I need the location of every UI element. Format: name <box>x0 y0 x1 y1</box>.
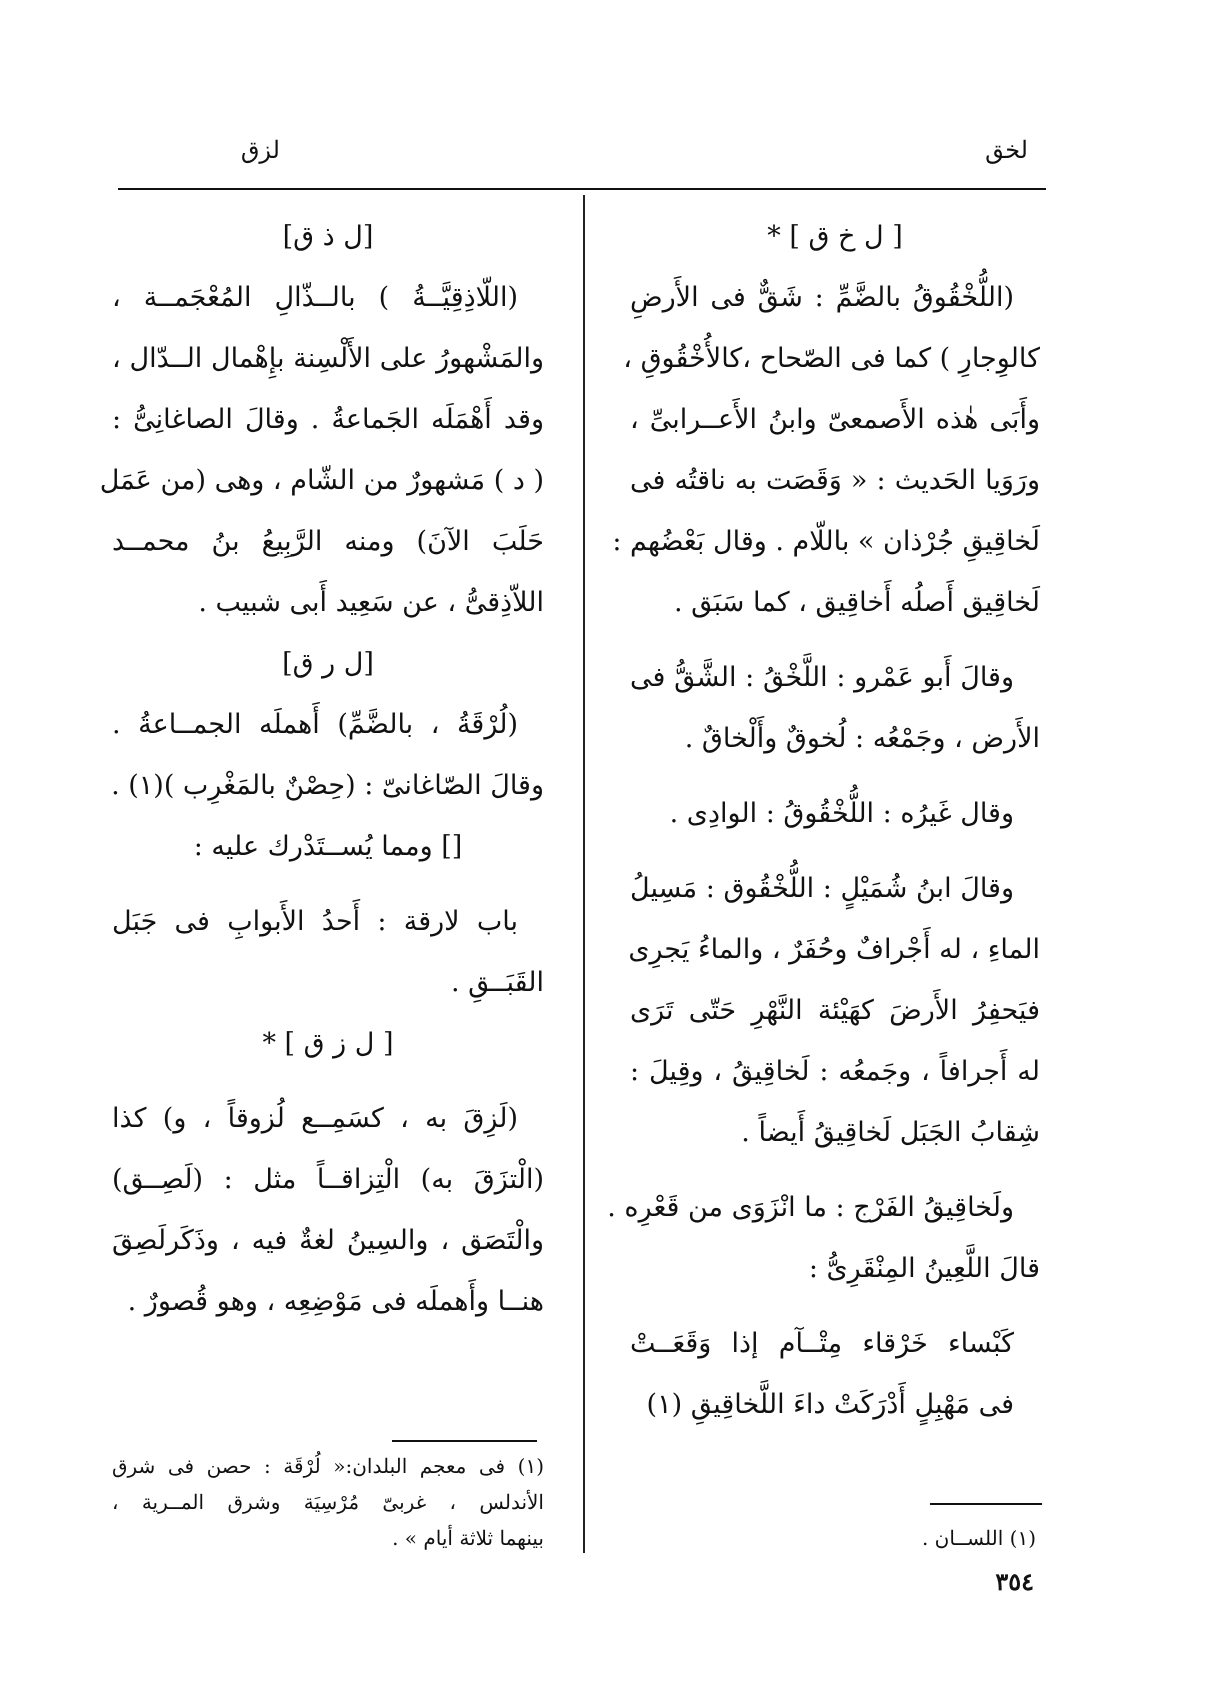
text-line: وقد أَهْمَلَه الجَماعةُ . وقالَ الصاغانِىُّ : <box>112 404 544 435</box>
text-line: [ل ذ ق] <box>282 221 374 252</box>
column-divider <box>583 195 585 1553</box>
header-rule <box>118 188 1046 190</box>
running-head-right: لخق <box>985 136 1028 164</box>
text-line: لَخاقِيق أَصلُه أَخاقِيق ، كما سَبَق . <box>673 587 1040 618</box>
text-line: وقالَ ابنُ شُمَيْلٍ : اللُّخْقُوق : مَسِيلُ <box>630 873 1014 904</box>
text-line: والْتَصَق ، والسِينُ لغةٌ فيه ، وذَكَرلَصِقَ <box>112 1225 544 1256</box>
footnotes-right <box>830 1520 1036 1556</box>
text-line: (اللُّخْقُوقُ بالضَّمِّ : شَقٌّ فى الأَرضِ <box>630 282 1014 313</box>
text-line: باب لارقة : أَحدُ الأَبوابِ فى جَبَل <box>112 906 518 937</box>
paragraph-gap <box>630 1299 1040 1313</box>
text-line: الأَرض ، وجَمْعُه : لُخوقٌ وأَلْخاقٌ . <box>684 723 1040 754</box>
text-line: (١) فى معجم البلدان:« لُرْقَة : حصن فى شرق <box>112 1454 544 1478</box>
text-line: (١) اللســان . <box>921 1526 1036 1550</box>
text-line: الأندلس ، غربىّ مُرْسِيَة وشرق المــرية ، <box>112 1490 544 1514</box>
text-line: وقالَ أَبو عَمْرو : اللَّخْقُ : الشَّقُّ فى <box>630 662 1014 693</box>
text-line: قالَ اللَّعِينُ المِنْقَرِىُّ : <box>808 1253 1040 1284</box>
text-line: وقالَ الصّاغانىّ : (حِصْنٌ بالمَغْرِب )(١) . <box>111 770 544 801</box>
text-line: (لَزِقَ به ، كسَمِــع لُزوقاً ، و) كذا <box>112 1103 518 1134</box>
text-line: فيَحفِرُ الأَرضَ كهَيْئة النَّهْرِ حَتّى تَرَى <box>630 995 1040 1026</box>
page-number: ٣٥٤ <box>995 1567 1034 1596</box>
running-head-left: لزق <box>240 136 280 164</box>
text-line: فى مَهْبِلٍ أَدْرَكَتْ داءَ اللَّخاقِيقِ (١) <box>646 1389 1014 1420</box>
text-line: الماءِ ، له أَجْرافٌ وحُفَرٌ ، والماءُ يَجرِى <box>628 934 1040 965</box>
footnotes-left <box>112 1448 544 1556</box>
text-line: (لُرْقَةُ ، بالضَّمِّ) أَهملَه الجمــاعةُ . <box>112 709 518 740</box>
paragraph-gap <box>112 877 544 891</box>
paragraph-gap <box>112 1074 544 1088</box>
text-line: ولَخاقِيقُ الفَرْج : ما انْزَوَى من قَعْرِه . <box>607 1192 1014 1223</box>
text-line: وقال غَيرُه : اللُّخْقُوقُ : الوادِى . <box>669 798 1014 829</box>
text-line: اللاّذِقىُّ ، عن سَعِيد أَبى شبيب . <box>198 587 544 618</box>
text-line: (اللّاذِقِيَّــةُ ) بالــذّالِ المُعْجَمــة ، <box>112 282 518 313</box>
text-line: شِقابُ الجَبَل لَخاقِيقُ أَيضاً . <box>741 1117 1040 1148</box>
footnote-rule-left <box>392 1440 537 1442</box>
text-line: (الْتزَقَ به) الْتِزاقــاً مثل : (لَصِــق) <box>112 1164 544 1195</box>
text-line: [ ل خ ق ] * <box>767 221 903 252</box>
paragraph-gap <box>630 844 1040 858</box>
text-line: كالوِجارِ ) كما فى الصّحاح ،كالأُخْقُوقِ ، <box>623 343 1040 374</box>
footnote-rule-right <box>930 1503 1042 1505</box>
text-line: له أَجرافاً ، وجَمعُه : لَخاقِيقُ ، وقِيلَ : <box>630 1056 1040 1087</box>
text-line: [ل ر ق] <box>282 648 374 679</box>
text-line: لَخاقِيقِ جُرْذان » باللّام . وقال بَعْضُهم : <box>612 526 1040 557</box>
paragraph-gap <box>630 1163 1040 1177</box>
text-line: هنــا وأَهملَه فى مَوْضِعِه ، وهو قُصورٌ . <box>127 1286 544 1317</box>
text-line: وأَبَى هٰذه الأَصمعىّ وابنُ الأَعــرابىِّ ، <box>630 404 1040 435</box>
text-line: بينهما ثلاثة أيام » . <box>392 1526 544 1550</box>
text-line: والمَشْهورُ على الأَلْسِنة بإِهْمال الــدّال ، <box>112 343 544 374</box>
paragraph-gap <box>630 633 1040 647</box>
text-line: ( د ) مَشهورٌ من الشّام ، وهى (من عَمَل <box>99 465 544 496</box>
text-line: حَلَبَ الآنَ) ومنه الرَّبِيعُ بنُ محمــد <box>112 526 544 557</box>
text-line: [ ل ز ق ] * <box>262 1028 394 1059</box>
left-column <box>99 206 544 1332</box>
right-column <box>607 206 1040 1435</box>
paragraph-gap <box>630 769 1040 783</box>
text-line: كَبْساء خَرْقاء مِتْــآم إذا وَقَعَــتْ <box>630 1328 1014 1359</box>
text-line: ورَوَيا الحَديث : « وَقَصَت به ناقتُه فى <box>630 465 1040 496</box>
text-line: القَبَــقِ . <box>450 967 544 998</box>
text-line: [] ومما يُســتَدْرك عليه : <box>193 831 463 862</box>
